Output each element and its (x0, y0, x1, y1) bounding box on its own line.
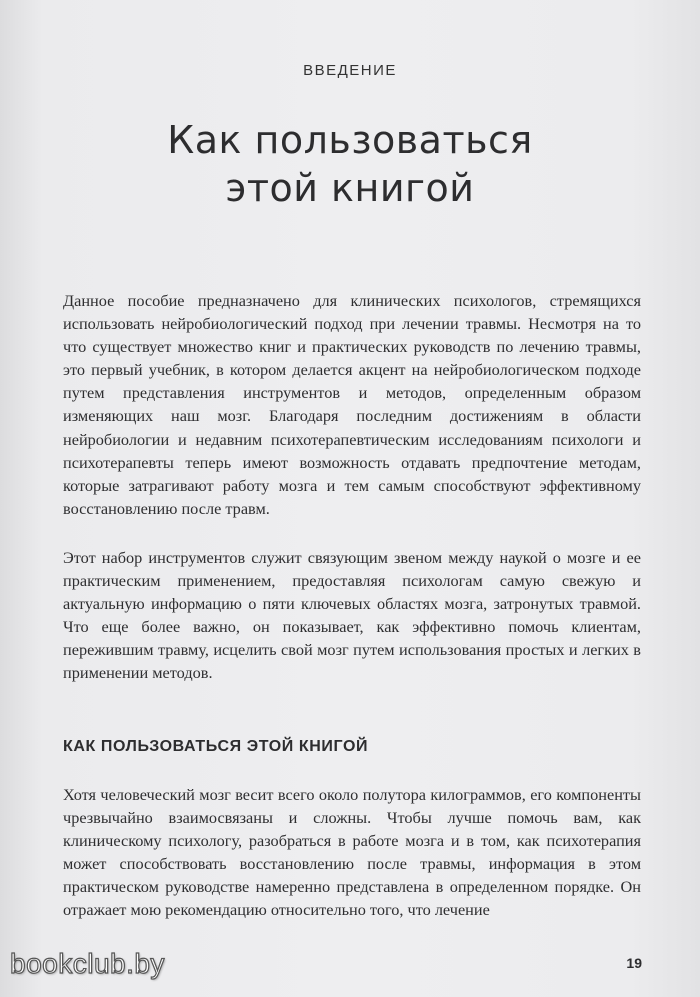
page-number: 19 (626, 955, 642, 971)
site-watermark: bookclub.by (10, 948, 165, 979)
paragraph-toolkit: Этот набор инструментов служит связующим звеном между наукой о мозге и ее практическим применением, предоставляя психологам самую свежую и актуальную информацию о пяти ключевых областях мозга, затронутых травмой. Что еще более важно, он показывает, как эффективно помочь клиентам, пережившим травму, исцелить свой мозг путем использования простых и легких в применении методов. (63, 548, 641, 683)
title-line-1: Как пользоваться (167, 118, 533, 162)
section-heading: КАК ПОЛЬЗОВАТЬСЯ ЭТОЙ КНИГОЙ (63, 738, 369, 755)
chapter-label: ВВЕДЕНИЕ (303, 62, 397, 79)
title-line-2: этой книгой (225, 166, 475, 210)
paragraph-intro: Данное пособие предназначено для клинических психологов, стремящихся использовать нейробиологический подход при лечении травмы. Несмотря на то что существует множество книг и практических руководств по лечению травмы, это первый учебник, в котором делается акцент на нейробиологическом подходе путем представления инструментов и методов, определенным образом изменяющих наш мозг. Благодаря последним достижениям в области нейробиологии и недавним психотерапевтическим исследованиям психологи и психотерапевты теперь имеют возможность отдавать предпочтение методам, которые затрагивают работу мозга и тем самым способствуют эффективному восстановлению после травм. (63, 291, 641, 518)
paragraph-brain: Хотя человеческий мозг весит всего около полутора килограммов, его компоненты чрезвычайно взаимосвязаны и сложны. Чтобы лучше помочь вам, как клиническому психологу, разобраться в работе мозга и в том, как психотерапия может способствовать восстановлению после травмы, информация в этом практическом руководстве намеренно представлена в определенном порядке. Он отражает мою рекомендацию относительно того, что лечение (63, 785, 641, 920)
page-title (0, 116, 700, 212)
